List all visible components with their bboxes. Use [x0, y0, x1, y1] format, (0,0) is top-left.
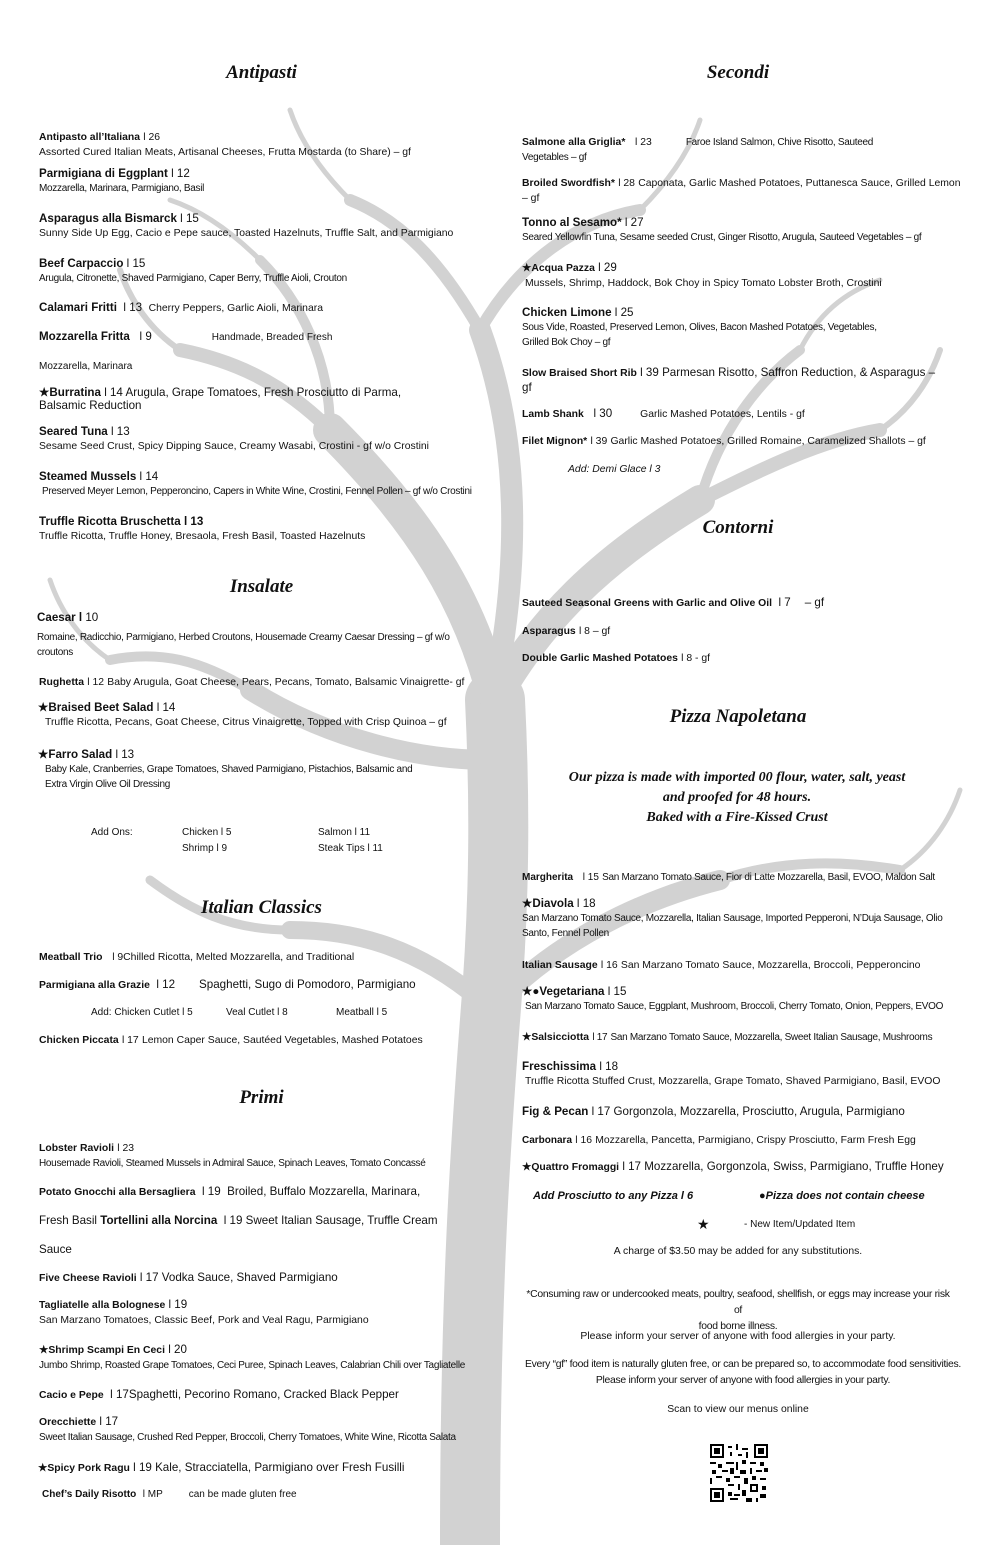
menu-item: [522, 869, 935, 885]
item-name: Margherita: [522, 872, 574, 883]
item-name: ★ Salsicciotta: [522, 1032, 589, 1043]
menu-item: [522, 175, 960, 206]
item-name: ★ Farro Salad: [38, 748, 112, 761]
item-name: Lamb Shank: [522, 409, 584, 420]
item-desc: Sesame Seed Crust, Spicy Dipping Sauce, Creamy Wasabi, Crostini - gf w/o Crostini: [39, 441, 429, 452]
item-desc: Parmesan Risotto, Saffron Reduction, & Asparagus –: [662, 366, 936, 379]
menu-item: [39, 211, 453, 241]
addon-meatball: Meatball l 5: [336, 1007, 388, 1018]
item-desc: Handmade, Breaded Fresh: [211, 332, 333, 343]
item-desc-cont: Sauce: [39, 1243, 72, 1256]
gluten-free-notice-line: Every “gf” food item is naturally gluten free, or can be prepared so, to accommodate food sensitivities.: [524, 1359, 962, 1370]
menu-item: [39, 1297, 369, 1328]
item-price: l 30: [593, 407, 613, 420]
addon-chicken-cutlet: Add: Chicken Cutlet l 5: [91, 1007, 193, 1018]
item-desc: Caponata, Garlic Mashed Potatoes, Puttanesca Sauce, Grilled Lemon: [638, 178, 961, 189]
item-name: Rughetta: [39, 677, 85, 688]
item-price: l 13: [110, 425, 130, 438]
item-desc: Jumbo Shrimp, Roasted Grape Tomatoes, Ceci Puree, Spinach Leaves, Calabrian Chili over Tagliatelle: [39, 1360, 466, 1371]
no-cheese-note: ●Pizza does not contain cheese: [759, 1190, 925, 1202]
item-price: l 13: [115, 748, 135, 761]
addon-veal-cutlet: Veal Cutlet l 8: [226, 1007, 288, 1018]
item-price: l 17: [622, 1160, 642, 1173]
item-name: Tagliatelle alla Bolognese: [39, 1300, 166, 1311]
item-price: l 26: [143, 132, 161, 143]
item-name: ★ Quattro Fromaggi: [522, 1162, 619, 1173]
section-title-pizza: Pizza Napoletana: [669, 706, 807, 727]
item-name: Chef’s Daily Risotto: [42, 1489, 137, 1500]
item-name: Seared Tuna: [39, 425, 108, 438]
item-desc-cont: Santo, Fennel Pollen: [522, 928, 609, 939]
item-desc-cont: Vegetables – gf: [522, 152, 587, 163]
item-name: Meatball Trio: [39, 952, 103, 963]
item-price: 10: [85, 611, 99, 624]
menu-item: [522, 1104, 905, 1119]
item-name: Tonno al Sesamo*: [522, 216, 622, 229]
item-price: l 23: [117, 1143, 135, 1154]
scan-note: Scan to view our menus online: [667, 1404, 809, 1415]
item-name: Filet Mignon*: [522, 436, 588, 447]
addon-salmon: Salmon l 11: [318, 827, 371, 838]
menu-item: [522, 650, 710, 666]
item-name: Carbonara: [522, 1135, 573, 1146]
item-price: l 28: [618, 178, 635, 189]
substitution-charge: A charge of $3.50 may be added for any substitutions.: [613, 1246, 863, 1257]
item-desc: Broiled, Buffalo Mozzarella, Marinara,: [227, 1185, 421, 1198]
item-desc-pre: Fresh Basil: [39, 1214, 97, 1227]
item-price: l 15: [180, 212, 199, 225]
menu-item: [522, 984, 943, 1014]
item-name: Chicken Limone: [522, 306, 612, 319]
item-desc: Sous Vide, Roasted, Preserved Lemon, Olives, Bacon Mashed Potatoes, Vegetables,: [522, 322, 877, 333]
item-desc: Sweet Italian Sausage, Crushed Red Pepper, Broccoli, Cherry Tomatoes, White Wine, Ricotta Salata: [39, 1432, 456, 1443]
item-desc: Baby Kale, Cranberries, Grape Tomatoes, Shaved Parmigiano, Pistachios, Balsamic and: [45, 764, 413, 775]
menu-item: [39, 329, 332, 374]
item-desc: Romaine, Radicchio, Parmigiano, Herbed Croutons, Housemade Creamy Caesar Dressing – gf w/o croutons: [37, 632, 450, 658]
item-name: Antipasto all’Italiana: [39, 132, 141, 143]
item-price: l 14: [156, 701, 176, 714]
menu-item: [38, 1460, 404, 1476]
item-price: l 9: [112, 952, 124, 963]
section-title-insalate: Insalate: [229, 576, 294, 597]
item-price: l 13: [123, 301, 143, 314]
menu-item: [522, 1132, 916, 1148]
new-item-star-icon: ★: [697, 1216, 710, 1232]
item-desc: Arugula, Grape Tomatoes, Fresh Prosciutto di Parma, Balsamic Reduction: [39, 386, 402, 412]
item-name: Sauteed Seasonal Greens with Garlic and Olive Oil: [522, 598, 773, 609]
item-name: Calamari Fritti: [39, 301, 117, 314]
item-desc: Chilled Ricotta, Melted Mozzarella, and Traditional: [123, 952, 355, 963]
menu-item: [39, 514, 365, 544]
menu-item: [522, 957, 920, 973]
menu-item: [522, 433, 926, 449]
pizza-intro-line: Our pizza is made with imported 00 flour, water, salt, yeast: [568, 770, 906, 785]
addons-label: Add Ons:: [91, 827, 133, 838]
menu-item: [522, 896, 942, 941]
item-name: Fig & Pecan: [522, 1105, 589, 1118]
menu-item: [522, 1159, 944, 1175]
menu-item: [522, 623, 610, 639]
item-name: Freschissima: [522, 1060, 597, 1073]
item-name: Chicken Piccata: [39, 1035, 119, 1046]
item-desc: Housemade Ravioli, Steamed Mussels in Admiral Sauce, Spinach Leaves, Tomato Concassé: [39, 1158, 426, 1169]
item-name: ★ Shrimp Scampi En Ceci: [39, 1345, 165, 1356]
pizza-intro-line: and proofed for 48 hours.: [662, 790, 812, 805]
item-price: l 23: [635, 137, 652, 148]
item-desc-cont: Extra Virgin Olive Oil Dressing: [45, 779, 171, 790]
item-name: ★ Spicy Pork Ragu: [38, 1463, 130, 1474]
menu-item: [39, 1184, 420, 1200]
item-desc: Kale, Stracciatella, Parmigiano over Fresh Fusilli: [155, 1461, 405, 1474]
consuming-notice: [522, 1287, 954, 1335]
item-name: ★ Acqua Pazza: [522, 263, 595, 274]
item-desc: Mozzarella, Gorgonzola, Swiss, Parmigiano, Truffle Honey: [644, 1160, 944, 1173]
item-price: l 16: [575, 1135, 593, 1146]
item-price: l 19: [223, 1214, 243, 1227]
item-price: l 18: [576, 897, 596, 910]
item-price: l 12: [87, 677, 105, 688]
menu-item: [39, 1032, 423, 1048]
item-desc-cont: gf: [522, 381, 532, 394]
item-price: l 20: [168, 1343, 187, 1356]
item-price: l 14: [139, 470, 159, 483]
item-name: Lobster Ravioli: [39, 1143, 115, 1154]
item-price: l 39: [640, 366, 659, 379]
item-name: ★ Burratina: [39, 386, 101, 399]
item-price: l 15: [126, 257, 146, 270]
menu-item: [39, 1270, 338, 1286]
menu-item: [522, 215, 921, 245]
menu-item: [39, 166, 204, 196]
item-name: Broiled Swordfish*: [522, 178, 615, 189]
menu-item: [39, 1342, 465, 1373]
item-price: l 15: [582, 872, 599, 883]
item-name: Beef Carpaccio: [39, 257, 124, 270]
menu-item: [522, 595, 824, 611]
section-title-secondi: Secondi: [706, 62, 770, 83]
item-desc: can be made gluten free: [188, 1489, 297, 1500]
gluten-free-notice-line: Please inform your server of anyone with food allergies in your party.: [595, 1375, 891, 1386]
section-title-antipasti: Antipasti: [226, 62, 297, 83]
pizza-intro: [522, 768, 952, 828]
menu-item: [39, 424, 429, 454]
section-title-primi: Primi: [239, 1087, 284, 1108]
item-desc: Truffle Ricotta, Pecans, Goat Cheese, Citrus Vinaigrette, Topped with Crisp Quinoa – gf: [45, 717, 447, 728]
allergy-notice: Please inform your server of anyone with food allergies in your party.: [580, 1331, 896, 1342]
item-desc: Gorgonzola, Mozzarella, Prosciutto, Arugula, Parmigiano: [613, 1105, 905, 1118]
menu-item: [39, 977, 416, 993]
item-price: l 13: [183, 515, 204, 528]
menu-item: [522, 406, 805, 422]
item-price: l 15: [607, 985, 627, 998]
item-price: l 9: [139, 330, 152, 343]
item-desc: Lemon Caper Sauce, Sautéed Vegetables, Mashed Potatoes: [141, 1035, 423, 1046]
pizza-intro-line: Baked with a Fire-Kissed Crust: [646, 810, 828, 825]
add-prosciutto-note: Add Prosciutto to any Pizza l 6: [533, 1190, 694, 1202]
item-price: l 16: [600, 960, 618, 971]
item-price: l MP: [142, 1489, 163, 1500]
menu-item: [39, 300, 323, 316]
consuming-notice-line: food borne illness.: [698, 1321, 778, 1332]
menu-item: [39, 674, 464, 690]
item-desc-cont: Mozzarella, Marinara: [39, 361, 133, 372]
item-name: Parmigiana di Eggplant: [39, 167, 168, 180]
item-desc: Mozzarella, Pancetta, Parmigiano, Crispy Prosciutto, Farm Fresh Egg: [595, 1135, 916, 1146]
item-name: Orecchiette: [39, 1417, 97, 1428]
item-desc: Cherry Peppers, Garlic Aioli, Marinara: [148, 303, 323, 314]
item-name: Parmigiana alla Grazie: [39, 980, 150, 991]
item-desc: Spaghetti, Sugo di Pomodoro, Parmigiano: [199, 978, 416, 991]
consuming-notice-line: *Consuming raw or undercooked meats, poultry, seafood, shellfish, or eggs may increase your risk of: [526, 1289, 950, 1316]
menu-item: [38, 747, 412, 792]
menu-item: [38, 700, 447, 730]
item-desc: San Marzano Tomato Sauce, Fior di Latte Mozzarella, Basil, EVOO, Maldon Salt: [602, 872, 935, 883]
item-price: l 25: [614, 306, 634, 319]
item-desc: – gf: [804, 596, 825, 609]
item-desc: San Marzano Tomato Sauce, Mozzarella, Sweet Italian Sausage, Mushrooms: [610, 1032, 933, 1043]
item-price: l 17: [121, 1035, 139, 1046]
item-price: l 18: [599, 1060, 619, 1073]
item-price: l 7: [778, 596, 791, 609]
item-desc: Vodka Sauce, Shaved Parmigiano: [161, 1271, 338, 1284]
item-price: l 17: [110, 1388, 129, 1401]
menu-item: [522, 305, 877, 350]
item-price: l 8 - gf: [681, 653, 711, 664]
item-name: Five Cheese Ravioli: [39, 1273, 137, 1284]
item-desc: Faroe Island Salmon, Chive Risotto, Sauteed: [685, 137, 874, 148]
item-desc: San Marzano Tomato Sauce, Eggplant, Mushroom, Broccoli, Cherry Tomato, Onion, Peppers, EVOO: [525, 1001, 944, 1012]
menu-item: [39, 1387, 399, 1403]
item-name: Asparagus: [522, 626, 576, 637]
addon-chicken: Chicken l 5: [182, 827, 232, 838]
item-price: l 27: [624, 216, 644, 229]
addon-shrimp: Shrimp l 9: [182, 843, 228, 854]
item-price: l 14: [104, 386, 123, 399]
menu-item: [522, 1029, 932, 1045]
menu-item: [522, 134, 873, 165]
item-name: Steamed Mussels: [39, 470, 137, 483]
item-desc: Garlic Mashed Potatoes, Lentils - gf: [640, 409, 805, 420]
menu-item: [37, 610, 462, 660]
item-name: Truffle Ricotta Bruschetta: [39, 515, 181, 528]
menu-item: [39, 1414, 456, 1445]
item-desc: Sweet Italian Sausage, Truffle Cream: [245, 1214, 438, 1227]
legend-text: - New Item/Updated Item: [744, 1219, 856, 1230]
item-name: Potato Gnocchi alla Bersagliera: [39, 1187, 196, 1198]
item-desc: Preserved Meyer Lemon, Pepperoncino, Capers in White Wine, Crostini, Fennel Pollen – gf w/o Crostini: [42, 486, 472, 497]
qr-code-icon[interactable]: [710, 1442, 768, 1504]
item-desc: San Marzano Tomato Sauce, Mozzarella, Broccoli, Pepperoncino: [620, 960, 921, 971]
item-price: l 17: [592, 1032, 608, 1043]
item-price: l 39: [590, 436, 608, 447]
item-desc: Arugula, Citronette, Shaved Parmigiano, Caper Berry, Truffle Aioli, Crouton: [39, 273, 347, 284]
item-name: Caesar l: [37, 611, 83, 624]
item-desc: San Marzano Tomatoes, Classic Beef, Pork and Veal Ragu, Parmigiano: [39, 1315, 369, 1326]
item-price: l 17: [99, 1415, 119, 1428]
item-name: Asparagus alla Bismarck: [39, 212, 177, 225]
menu-item: [39, 1213, 438, 1228]
item-desc: Baby Arugula, Goat Cheese, Pears, Pecans, Tomato, Balsamic Vinaigrette- gf: [107, 677, 465, 688]
item-desc-cont: – gf: [522, 193, 540, 204]
item-desc: San Marzano Tomato Sauce, Mozzarella, Italian Sausage, Imported Pepperoni, N’Duja Sausage, Olio: [522, 913, 943, 924]
menu-item: [522, 260, 882, 291]
item-price: l 19: [168, 1298, 188, 1311]
item-price: l 12: [156, 978, 176, 991]
item-price: l 19: [201, 1185, 221, 1198]
item-name: Italian Sausage: [522, 960, 598, 971]
item-desc: Sunny Side Up Egg, Cacio e Pepe sauce, Toasted Hazelnuts, Truffle Salt, and Parmigiano: [39, 228, 454, 239]
menu-item: [42, 1486, 297, 1502]
menu-item: [522, 1059, 940, 1089]
item-desc: Assorted Cured Italian Meats, Artisanal Cheeses, Frutta Mostarda (to Share) – gf: [39, 147, 411, 158]
section-title-italian-classics: Italian Classics: [201, 897, 322, 918]
menu-item: [39, 949, 354, 965]
gluten-free-notice: [522, 1357, 964, 1389]
item-price: l 12: [171, 167, 190, 180]
item-name: ★ ●Vegetariana: [522, 985, 605, 998]
menu-item: [39, 129, 411, 160]
section-title-contorni: Contorni: [702, 517, 774, 538]
item-desc: Truffle Ricotta Stuffed Crust, Mozzarella, Grape Tomato, Shaved Parmigiano, Basil, EVOO: [525, 1076, 941, 1087]
item-name: Mozzarella Fritta: [39, 330, 130, 343]
item-desc: Mussels, Shrimp, Haddock, Bok Choy in Spicy Tomato Lobster Broth, Crostini: [525, 278, 882, 289]
menu-item: [39, 386, 439, 412]
item-desc: Truffle Ricotta, Truffle Honey, Bresaola, Fresh Basil, Toasted Hazelnuts: [39, 531, 366, 542]
item-desc: Spaghetti, Pecorino Romano, Cracked Black Pepper: [128, 1388, 399, 1401]
secondi-addon: Add: Demi Glace l 3: [568, 464, 661, 475]
menu-item: [39, 1140, 426, 1171]
item-desc-cont: Grilled Bok Choy – gf: [522, 337, 611, 348]
menu-item: [522, 365, 935, 394]
item-desc: Mozzarella, Marinara, Parmigiano, Basil: [39, 183, 205, 194]
item-name: Tortellini alla Norcina: [100, 1214, 218, 1227]
item-price: l 17: [139, 1271, 159, 1284]
item-name: Salmone alla Griglia*: [522, 137, 626, 148]
item-name: Double Garlic Mashed Potatoes: [522, 653, 678, 664]
item-name: ★ Braised Beet Salad: [38, 701, 153, 714]
item-name: Cacio e Pepe: [39, 1390, 104, 1401]
item-price: l 8 – gf: [578, 626, 611, 637]
item-name: Slow Braised Short Rib: [522, 368, 637, 379]
item-name: ★ Diavola: [522, 897, 574, 910]
item-price: l 29: [598, 261, 617, 274]
item-desc: Seared Yellowfin Tuna, Sesame seeded Crust, Ginger Risotto, Arugula, Sauteed Vegetables – gf: [522, 232, 922, 243]
menu-item: [39, 256, 347, 286]
item-desc: Garlic Mashed Potatoes, Grilled Romaine, Caramelized Shallots – gf: [610, 436, 926, 447]
menu-item: [39, 469, 472, 499]
item-price: l 19: [133, 1461, 152, 1474]
addon-steak: Steak Tips l 11: [318, 843, 383, 854]
item-price: l 17: [591, 1105, 611, 1118]
